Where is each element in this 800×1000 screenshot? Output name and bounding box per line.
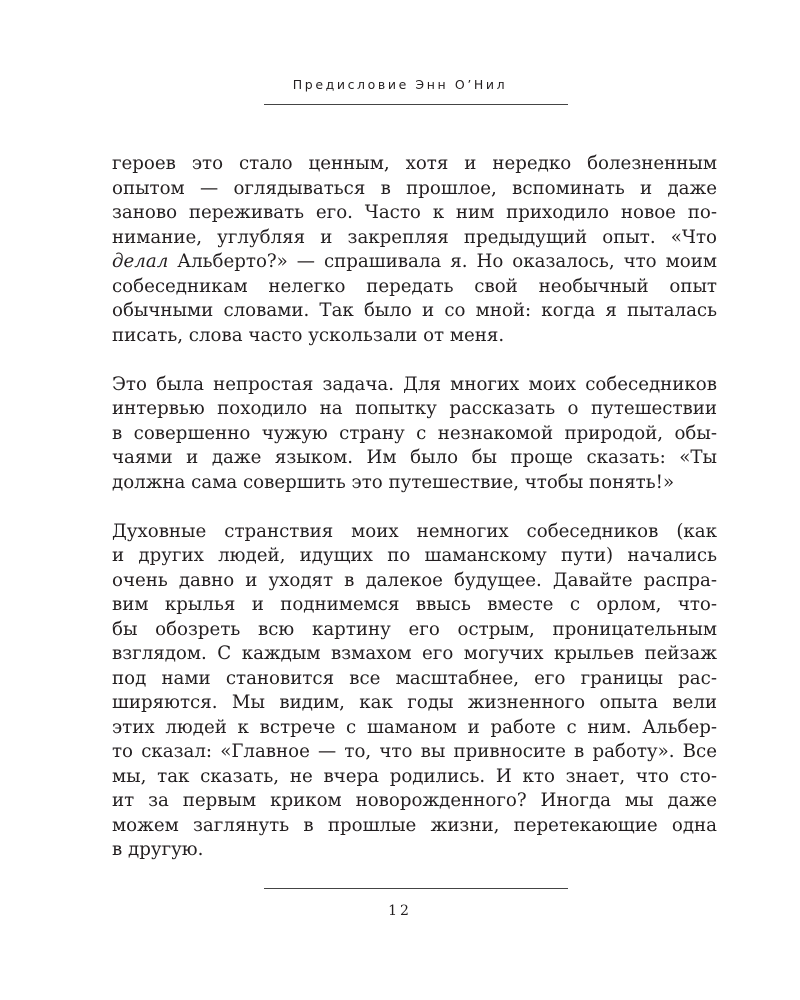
text-line: заново переживать его. Часто к ним приходило новое по- bbox=[112, 202, 717, 223]
text-line: ширяются. Мы видим, как годы жизненного опыта вели bbox=[112, 692, 717, 713]
text-line: мы, так сказать, не вчера родились. И кто знает, что сто- bbox=[112, 765, 717, 787]
text-line: Это была непростая задача. Для многих моих собеседников bbox=[112, 373, 717, 395]
running-header: Предисловие Энн О’Нил bbox=[292, 77, 508, 92]
emphasis-text: делал bbox=[112, 251, 169, 272]
text-line: собеседникам нелегко передать свой необычный опыт bbox=[112, 275, 717, 297]
paragraph-1 bbox=[112, 152, 717, 348]
text-line: чаями и даже языком. Им было бы проще сказать: «Ты bbox=[112, 447, 717, 468]
text-line: этих людей к встрече с шаманом и работе с ним. Альбер- bbox=[112, 716, 717, 738]
text-line: интервью походило на попытку рассказать о путешествии bbox=[112, 398, 717, 419]
paragraph-2 bbox=[112, 373, 717, 496]
text-line: писать, слова часто ускользали от меня. bbox=[112, 324, 505, 346]
body-text bbox=[112, 152, 717, 863]
text-line: должна сама совершить это путешествие, чтобы понять!» bbox=[112, 471, 675, 493]
paragraph-3 bbox=[112, 520, 717, 863]
text-line: и других людей, идущих по шаманскому пути) начались bbox=[112, 545, 717, 566]
text-line: нимание, углубляя и закрепляя предыдущий опыт. «Что bbox=[112, 226, 717, 248]
text-line: в совершенно чужую страну с незнакомой природой, обы- bbox=[112, 422, 717, 444]
text-line-with-emphasis bbox=[112, 250, 717, 275]
text-line: вим крылья и поднимемся ввысь вместе с орлом, что- bbox=[112, 594, 717, 615]
text-fragment: Альберто?» — спрашивала я. Но оказалось, что моим bbox=[168, 251, 717, 272]
text-line: можем заглянуть в прошлые жизни, перетекающие одна bbox=[112, 814, 717, 836]
text-line: Духовные странствия моих немногих собеседников (как bbox=[112, 520, 717, 542]
text-line: обычными словами. Так было и со мной: когда я пыталась bbox=[112, 300, 717, 321]
text-line: взглядом. С каждым взмахом его могучих крыльев пейзаж bbox=[112, 643, 717, 664]
header-divider bbox=[264, 104, 568, 105]
footer-divider bbox=[264, 888, 568, 889]
text-line: бы обозреть всю картину его острым, проницательным bbox=[112, 618, 717, 640]
text-line: под нами становится все масштабнее, его границы рас- bbox=[112, 667, 717, 689]
text-line: в другую. bbox=[112, 839, 204, 860]
text-line: то сказал: «Главное — то, что вы привносите в работу». Все bbox=[112, 741, 717, 762]
text-line: ит за первым криком новорожденного? Иногда мы даже bbox=[112, 790, 717, 811]
text-line: опытом — оглядываться в прошлое, вспоминать и даже bbox=[112, 177, 717, 199]
text-line: очень давно и уходят в далекое будущее. Давайте распра- bbox=[112, 569, 717, 591]
text-line: героев это стало ценным, хотя и нередко болезненным bbox=[112, 153, 717, 174]
page-number: 12 bbox=[388, 903, 412, 919]
